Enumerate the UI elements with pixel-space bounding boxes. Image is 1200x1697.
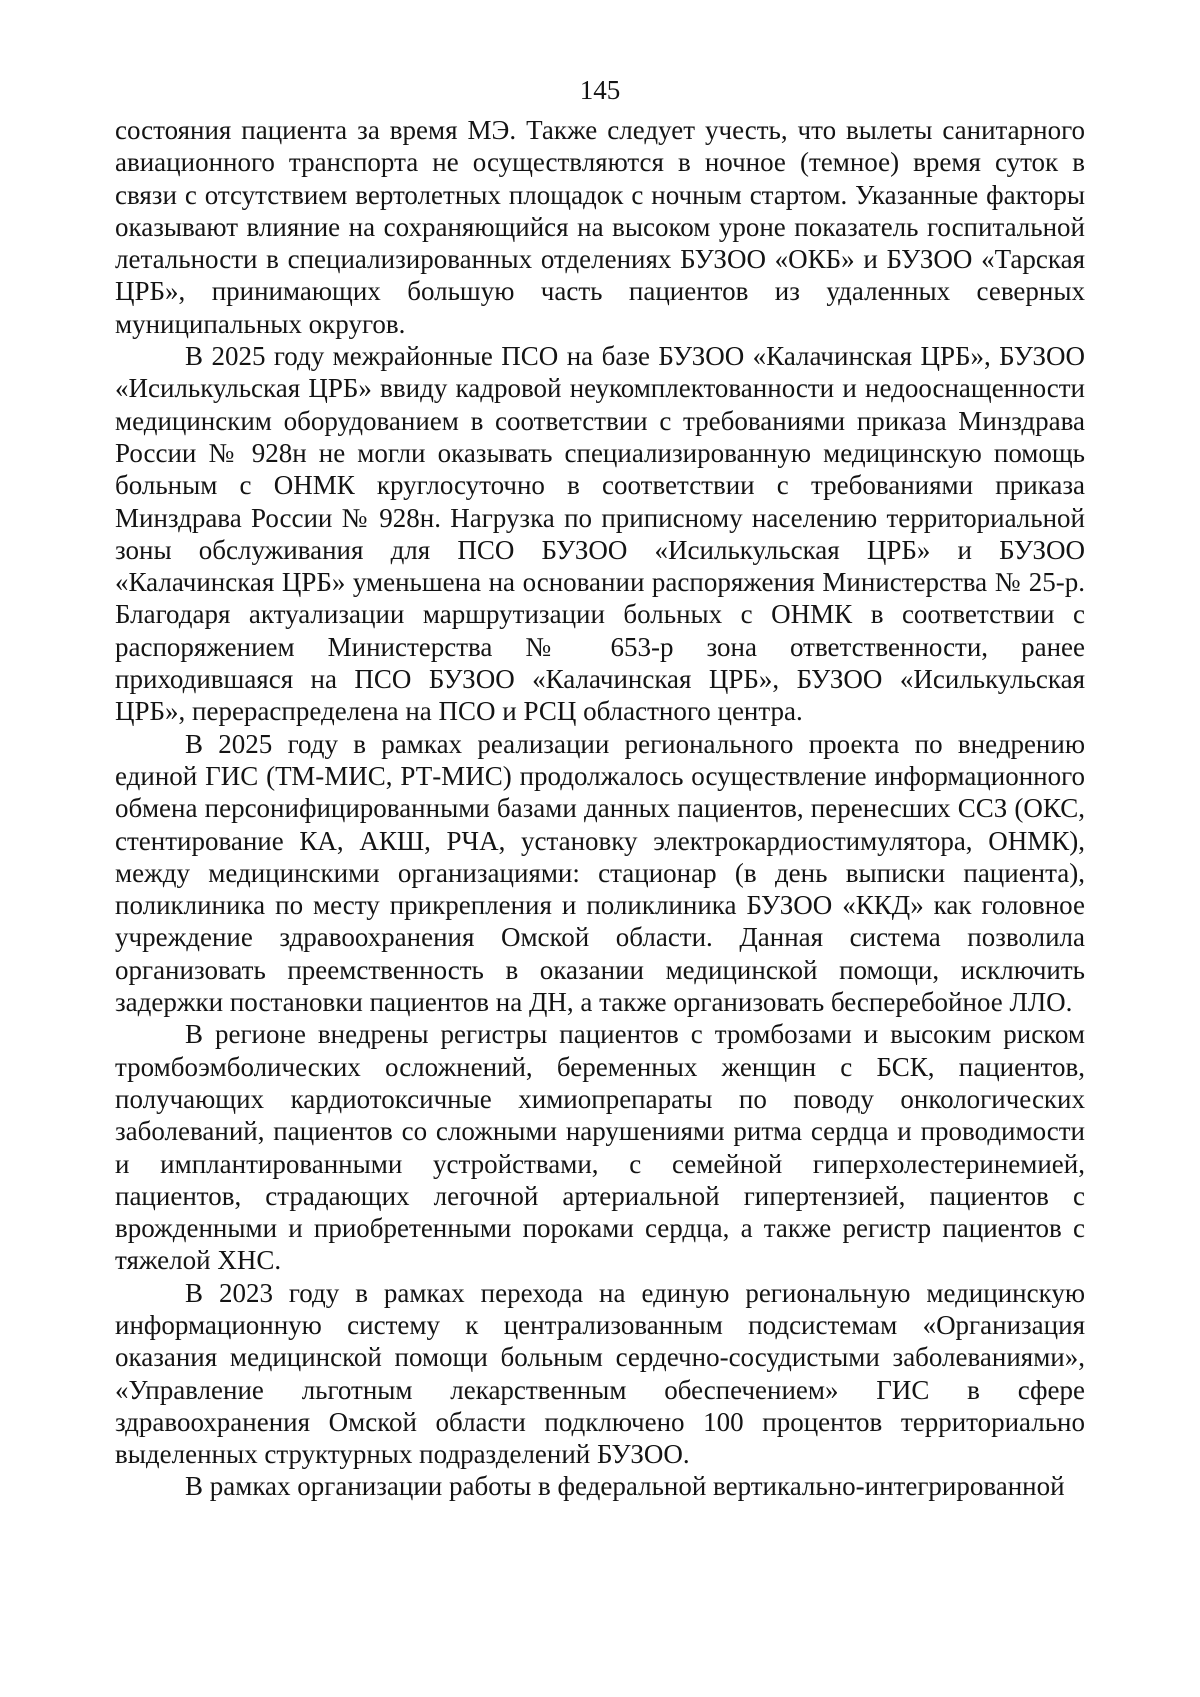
paragraph-continued: состояния пациента за время МЭ. Также следует учесть, что вылеты санитарного авиационного транспорта не осуществляются в ночное (темное) время суток в связи с отсутствием вертолетных площадок с ночным стартом. Указанные факторы оказывают влияние на сохраняющийся на высоком уроне показатель госпитальной летальности в специализированных отделениях БУЗОО «ОКБ» и БУЗОО «Тарская ЦРБ», принимающих большую часть пациентов из удаленных северных муниципальных округов. bbox=[115, 115, 1085, 339]
paragraph-pso-routing: В 2025 году межрайонные ПСО на базе БУЗОО «Калачинская ЦРБ», БУЗОО «Исилькульская ЦРБ» ввиду кадровой неукомплектованности и недооснащенности медицинским оборудованием в соответствии с требованиями приказа Минздрава России № 928н не могли оказывать специализированную медицинскую помощь больным с ОНМК круглосуточно в соответствии с требованиями приказа Минздрава России № 928н. Нагрузка по приписному населению территориальной зоны обслуживания для ПСО БУЗОО «Исилькульская ЦРБ» и БУЗОО «Калачинская ЦРБ» уменьшена на основании распоряжения Министерства № 25-р. Благодаря актуализации маршрутизации больных с ОНМК в соответствии с распоряжением Министерства № 653-р зона ответственности, ранее приходившаяся на ПСО БУЗОО «Калачинская ЦРБ», БУЗОО «Исилькульская ЦРБ», перераспределена на ПСО и РСЦ областного центра. bbox=[115, 341, 1085, 727]
paragraph-medical-information-system: В 2023 году в рамках перехода на единую региональную медицинскую информационную систему к централизованным подсистемам «Организация оказания медицинской помощи больным сердечно-сосудистыми заболеваниями», «Управление льготным лекарственным обеспечением» ГИС в сфере здравоохранения Омской области подключено 100 процентов территориально выделенных структурных подразделений БУЗОО. bbox=[115, 1277, 1085, 1470]
page-number: 145 bbox=[579, 75, 621, 105]
document-body bbox=[115, 114, 1085, 1503]
paragraph-gis-exchange: В 2025 году в рамках реализации регионального проекта по внедрению единой ГИС (ТМ-МИС, РТ-МИС) продолжалось осуществление информационного обмена персонифицированными базами данных пациентов, перенесших ССЗ (ОКС, стентирование КА, АКШ, РЧА, установку электрокардиостимулятора, ОНМК), между медицинскими организациями: стационар (в день выписки пациента), поликлиника по месту прикрепления и поликлиника БУЗОО «ККД» как головное учреждение здравоохранения Омской области. Данная система позволила организовать преемственность в оказании медицинской помощи, исключить задержки постановки пациентов на ДН, а также организовать бесперебойное ЛЛО. bbox=[115, 728, 1085, 1018]
paragraph-federal-system: В рамках организации работы в федеральной вертикально-интегрированной bbox=[185, 1471, 1065, 1502]
paragraph-registers: В регионе внедрены регистры пациентов с тромбозами и высоким риском тромбоэмболических осложнений, беременных женщин с БСК, пациентов, получающих кардиотоксичные химиопрепараты по поводу онкологических заболеваний, пациентов со сложными нарушениями ритма сердца и проводимости и имплантированными устройствами, с семейной гиперхолестеринемией, пациентов, страдающих легочной артериальной гипертензией, пациентов с врожденными и приобретенными пороками сердца, а также регистр пациентов с тяжелой ХНС. bbox=[115, 1019, 1085, 1276]
